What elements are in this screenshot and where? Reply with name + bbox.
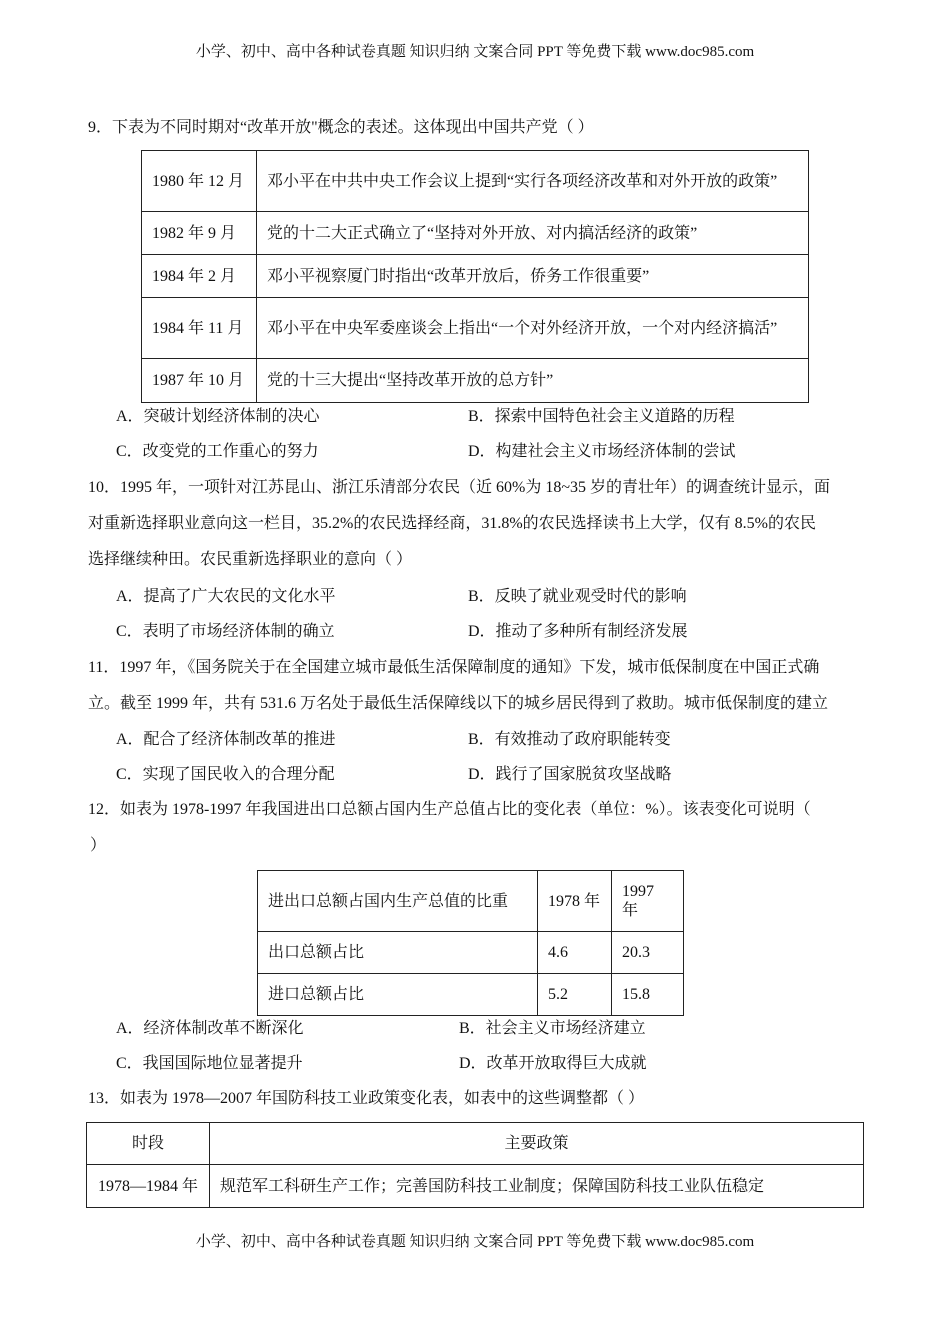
q11-option-b: B．有效推动了政府职能转变 [468,731,671,748]
q12-option-a: A．经济体制改革不断深化 [116,1020,304,1037]
cell: 主要政策 [210,1123,864,1165]
table-row [258,974,684,1016]
cell: 1997 年 [612,871,684,932]
cell: 1984 年 2 月 [142,255,257,298]
q9-option-d: D．构建社会主义市场经济体制的尝试 [468,443,736,460]
q9-option-b: B．探索中国特色社会主义道路的历程 [468,408,735,425]
q12-option-c: C．我国国际地位显著提升 [116,1055,303,1072]
cell: 5.2 [538,974,612,1016]
q13-stem: 13．如表为 1978—2007 年国防科技工业政策变化表，如表中的这些调整都（ ） [88,1090,645,1107]
cell: 1984 年 11 月 [142,298,257,359]
q10-line-2: 对重新选择职业意向这一栏目，35.2%的农民选择经商，31.8%的农民选择读书上大学，仅有 8.5%的农民 [88,515,816,532]
table-row [87,1165,864,1208]
q11-option-a: A．配合了经济体制改革的推进 [116,731,336,748]
cell: 时段 [87,1123,210,1165]
table-row [258,932,684,974]
cell: 党的十二大正式确立了“坚持对外开放、对内搞活经济的政策” [257,212,809,255]
q12-table [257,870,684,1016]
cell: 进口总额占比 [258,974,538,1016]
q10-option-b: B．反映了就业观受时代的影响 [468,588,687,605]
q11-line-1: 11．1997 年，《国务院关于在全国建立城市最低生活保障制度的通知》下发，城市低保制度在中国正式确 [88,659,820,676]
q10-line-3: 选择继续种田。农民重新选择职业的意向（ ） [88,551,413,568]
cell: 1978 年 [538,871,612,932]
q13-table [86,1122,864,1208]
q12-line-1: 12．如表为 1978-1997 年我国进出口总额占国内生产总值占比的变化表（单位：%）。该表变化可说明（ [88,801,811,818]
cell: 党的十三大提出“坚持改革开放的总方针” [257,359,809,403]
q12-option-d: D．改革开放取得巨大成就 [459,1055,647,1072]
cell: 进出口总额占国内生产总值的比重 [258,871,538,932]
table-row [142,151,809,212]
q11-option-d: D．践行了国家脱贫攻坚战略 [468,766,672,783]
cell: 1982 年 9 月 [142,212,257,255]
q12-line-2: ） [90,837,107,854]
q10-option-d: D．推动了多种所有制经济发展 [468,623,688,640]
cell: 4.6 [538,932,612,974]
table-row [142,255,809,298]
cell: 1987 年 10 月 [142,359,257,403]
q11-option-c: C．实现了国民收入的合理分配 [116,766,335,783]
cell: 规范军工科研生产工作；完善国防科技工业制度；保障国防科技工业队伍稳定 [210,1165,864,1208]
table-row [142,359,809,403]
q9-option-a: A．突破计划经济体制的决心 [116,408,320,425]
page-header: 小学、初中、高中各种试卷真题 知识归纳 文案合同 PPT 等免费下载 www.doc985.com [195,44,755,60]
table-row [142,212,809,255]
cell: 1978—1984 年 [87,1165,210,1208]
cell: 20.3 [612,932,684,974]
table-row [142,298,809,359]
q10-line-1: 10．1995 年，一项针对江苏昆山、浙江乐清部分农民（近 60%为 18~35 岁的青壮年）的调查统计显示，面 [88,479,830,496]
q10-option-a: A．提高了广大农民的文化水平 [116,588,336,605]
q10-option-c: C．表明了市场经济体制的确立 [116,623,335,640]
cell: 15.8 [612,974,684,1016]
page-footer: 小学、初中、高中各种试卷真题 知识归纳 文案合同 PPT 等免费下载 www.doc985.com [195,1234,755,1250]
cell: 1980 年 12 月 [142,151,257,212]
table-header-row [258,871,684,932]
q11-line-2: 立。截至 1999 年，共有 531.6 万名处于最低生活保障线以下的城乡居民得到了救助。城市低保制度的建立 [88,695,829,712]
cell: 邓小平在中央军委座谈会上指出“一个对外经济开放，一个对内经济搞活” [257,298,809,359]
cell: 出口总额占比 [258,932,538,974]
table-header-row [87,1123,864,1165]
q12-option-b: B．社会主义市场经济建立 [459,1020,646,1037]
cell: 邓小平视察厦门时指出“改革开放后，侨务工作很重要” [257,255,809,298]
q9-table [141,150,809,403]
q9-option-c: C．改变党的工作重心的努力 [116,443,319,460]
cell: 邓小平在中共中央工作会议上提到“实行各项经济改革和对外开放的政策” [257,151,809,212]
q9-stem: 9．下表为不同时期对“改革开放"概念的表述。这体现出中国共产党（ ） [88,119,594,136]
